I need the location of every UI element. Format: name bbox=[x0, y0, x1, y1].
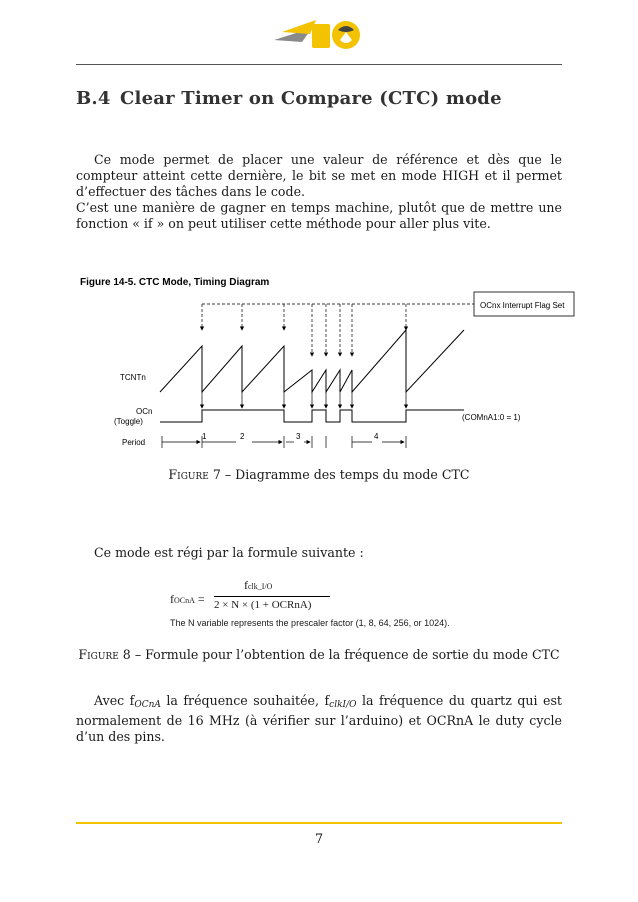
closing-sub1: OCnA bbox=[134, 700, 161, 710]
page-number: 7 bbox=[314, 832, 324, 847]
formula-denominator: 2 × N × (1 + OCRnA) bbox=[214, 599, 312, 611]
intro-paragraph-1: Ce mode permet de placer une valeur de référence et dès que le compteur atteint cette dernière, le bit se met en mode HIGH et il permet d’effectuer des tâches dans le code. bbox=[76, 152, 562, 199]
section-heading bbox=[76, 88, 502, 109]
figure-header: Figure 14-5. CTC Mode, Timing Diagram bbox=[80, 277, 270, 288]
formula-numerator-f: f bbox=[244, 578, 248, 592]
period-4: 4 bbox=[374, 432, 379, 441]
ocn-waveform bbox=[160, 410, 464, 422]
header-logo bbox=[272, 18, 364, 52]
period-3: 3 bbox=[296, 432, 301, 441]
ocn-toggle-label: (Toggle) bbox=[114, 417, 143, 426]
formula-lhs-sub: OCnA bbox=[174, 596, 195, 605]
flag-label: OCnx Interrupt Flag Set bbox=[480, 301, 565, 310]
section-title: Clear Timer on Compare (CTC) mode bbox=[120, 88, 502, 109]
frequency-formula bbox=[170, 578, 500, 638]
ctc-timing-diagram bbox=[76, 268, 576, 458]
ocn-label: OCn bbox=[136, 407, 153, 416]
closing-paragraph bbox=[76, 693, 562, 745]
footer-rule bbox=[76, 822, 562, 824]
figure7-caption-prefix: Figure 7 bbox=[168, 467, 221, 482]
closing-part3: la fréquence du quartz qui est normalement de 16 MHz (à vérifier sur l’arduino) et OCRnA le duty cycle d’un des pins. bbox=[76, 693, 562, 744]
logo-yellow-block bbox=[312, 24, 330, 48]
closing-part1: Avec f bbox=[94, 693, 135, 708]
figure8-caption-prefix: Figure 8 bbox=[78, 647, 131, 662]
regime-paragraph: Ce mode est régi par la formule suivante : bbox=[94, 545, 364, 560]
intro-paragraph-2: C’est une manière de gagner en temps machine, plutôt que de mettre une fonction « if » on peut utiliser cette méthode pour aller plus vite. bbox=[76, 200, 562, 231]
period-markers bbox=[162, 436, 406, 448]
logo-yellow-wing bbox=[282, 20, 316, 34]
formula-numerator-sub: clk_I/O bbox=[248, 582, 273, 591]
flag-arrows bbox=[202, 304, 406, 356]
formula-lhs: fOCnA = bbox=[170, 592, 205, 606]
formula-numerator bbox=[244, 578, 272, 593]
formula-lhs-f: f bbox=[170, 592, 174, 606]
header-rule bbox=[76, 64, 562, 65]
tcnt-label: TCNTn bbox=[120, 373, 146, 382]
period-label: Period bbox=[122, 438, 146, 447]
fraction-bar bbox=[214, 596, 330, 597]
period-1: 1 bbox=[202, 432, 207, 441]
section-number: B.4 bbox=[76, 88, 111, 109]
figure7-caption bbox=[0, 467, 638, 482]
closing-part2: la fréquence souhaitée, f bbox=[160, 693, 330, 708]
prescaler-note: The N variable represents the prescaler factor (1, 8, 64, 256, or 1024). bbox=[170, 618, 450, 628]
ocn-edge-arrows bbox=[202, 392, 406, 408]
period-2: 2 bbox=[240, 432, 245, 441]
figure8-caption bbox=[0, 647, 638, 662]
closing-sub2: clkI/O bbox=[329, 700, 357, 710]
mode-label: (COMnA1:0 = 1) bbox=[462, 413, 521, 422]
figure7-caption-text: – Diagramme des temps du mode CTC bbox=[220, 467, 470, 482]
figure8-caption-text: – Formule pour l’obtention de la fréquence de sortie du mode CTC bbox=[130, 647, 560, 662]
